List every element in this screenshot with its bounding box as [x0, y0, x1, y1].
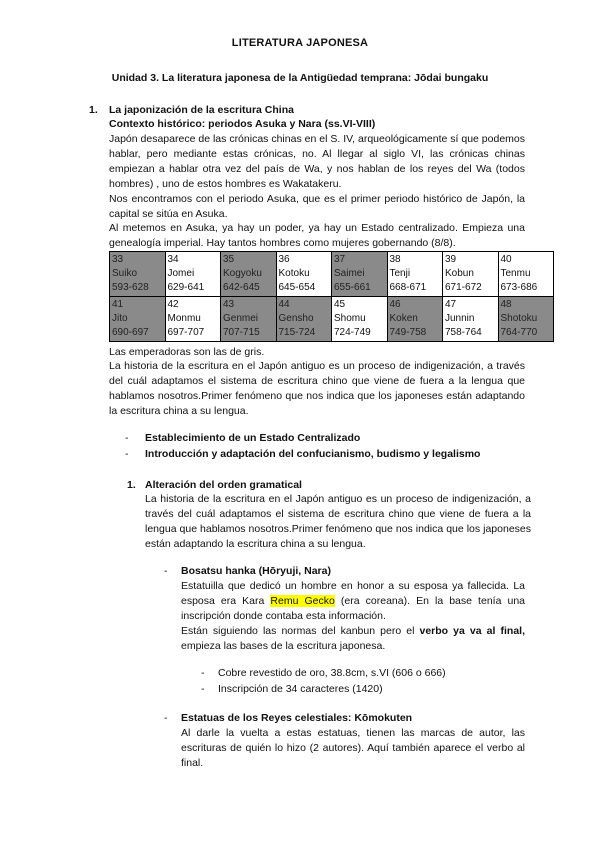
bosatsu-text-b: (era coreana). En la base tenía una inscripción donde contaba esta información.: [181, 595, 525, 622]
estatuas-title: Estatuas de los Reyes celestiales: Kōmokuten: [181, 712, 413, 724]
emperor-years: 593-628: [112, 282, 149, 293]
bold-verb-final: verbo ya va al final,: [419, 625, 525, 637]
emperor-name: Shotoku: [500, 313, 538, 324]
section-1-heading: [89, 104, 294, 116]
emperor-num: 46: [389, 299, 401, 310]
paragraph-indigenization: La historia de la escritura en el Japón antiguo es un proceso de indigenización, a través del cuál adaptamos el sistema de escritura chino que viene de fuera a la lengua que hablamos nosotros.Primer fenómeno que nos indica que los japoneses están adaptando la escritura china a su lengua.: [109, 360, 525, 417]
emperor-years: 707-715: [223, 327, 260, 338]
bosatsu-text-a: Estatuilla que dedicó un hombre en honor a su esposa ya fallecida. La esposa era Kara: [181, 580, 525, 607]
emperor-name: Jito: [112, 313, 128, 324]
bullet-centralized-state: [125, 432, 360, 444]
empress-cell: [498, 297, 554, 342]
section-1-title: La japonización de la escritura China: [109, 104, 294, 116]
emperor-name: Tenji: [389, 268, 411, 279]
emperor-num: 39: [445, 254, 457, 265]
emperor-num: 36: [278, 254, 290, 265]
emperor-cell: [165, 252, 221, 297]
document-title: LITERATURA JAPONESA: [231, 37, 369, 49]
bullet-dash: -: [201, 667, 205, 679]
emperor-years: 655-661: [334, 282, 371, 293]
paragraph-estatuas: Al darle la vuelta a estas estatuas, tienen las marcas de autor, las escrituras de quién lo hizo (2 autores). Aquí también aparece el verbo al final.: [181, 727, 525, 769]
emperor-name: Kobun: [445, 268, 474, 279]
paragraph-centralized-state: Al metemos en Asuka, ya hay un poder, ya hay un Estado centralizado. Empieza una genealogía imperial. Hay tantos hombres como mujeres gobernando (8/8).: [109, 222, 525, 249]
emperor-name: Kogyoku: [223, 268, 262, 279]
emperor-num: 44: [278, 299, 290, 310]
bosatsu-item-inscription: [201, 683, 383, 695]
empress-cell: [110, 297, 166, 342]
emperor-name: Tenmu: [500, 268, 531, 279]
bullet-dash: -: [201, 683, 205, 695]
emperor-cell: [387, 252, 443, 297]
emperor-years: 645-654: [278, 282, 316, 293]
paragraph-grammar-order: La historia de la escritura en el Japón antiguo es un proceso de indigenización, a través del cuál adaptamos el sistema de escritura chino que viene de fuera a la lengua que hablamos nosotros.Primer fenómeno que nos indica que los japoneses están adaptando la escritura china a su lengua.: [145, 493, 531, 550]
emperor-years: 764-770: [500, 327, 538, 338]
emperor-num: 42: [167, 299, 179, 310]
empress-cell: [332, 252, 388, 297]
paragraph-bosatsu: [181, 579, 525, 654]
subsection-1-heading: [127, 479, 302, 491]
bosatsu-heading: [164, 565, 331, 577]
emperor-num: 37: [334, 254, 346, 265]
highlighted-name: Remu Gecko: [270, 595, 335, 607]
emperor-years: 749-758: [389, 327, 427, 338]
bosatsu-text-d: empieza las bases de la escritura japonesa.: [181, 640, 386, 652]
emperor-years: 724-749: [334, 327, 371, 338]
emperor-num: 38: [389, 254, 401, 265]
emperor-cell: [443, 252, 499, 297]
emperors-row: [110, 297, 554, 342]
emperor-years: 690-697: [112, 327, 149, 338]
empress-cell: [221, 297, 277, 342]
bullet-text: Establecimiento de un Estado Centralizado: [145, 432, 361, 444]
bullet-confucianism: [125, 448, 480, 460]
emperor-name: Genmei: [223, 313, 259, 324]
emperor-num: 47: [445, 299, 457, 310]
paragraph-empresses-note: Las emperadoras son las de gris.: [109, 346, 265, 358]
emperor-cell: [498, 252, 554, 297]
emperor-num: 34: [167, 254, 179, 265]
bullet-dash: -: [164, 565, 168, 577]
emperors-row: [110, 252, 554, 297]
bullet-text: Introducción y adaptación del confucianismo, budismo y legalismo: [145, 448, 481, 460]
emperor-num: 40: [500, 254, 512, 265]
empress-cell: [110, 252, 166, 297]
empress-cell: [221, 252, 277, 297]
emperor-years: 629-641: [167, 282, 205, 293]
emperor-years: 671-672: [445, 282, 482, 293]
subsection-1-title: Alteración del orden gramatical: [145, 479, 302, 491]
bosatsu-text-c: Están siguiendo las normas del kanbun pero el: [181, 625, 420, 637]
bullet-dash: -: [164, 712, 168, 724]
paragraph-asuka-period: Nos encontramos con el periodo Asuka, que es el primer periodo histórico de Japón, la capital se sitúa en Asuka.: [109, 193, 525, 220]
emperor-years: 758-764: [445, 327, 482, 338]
bullet-dash: -: [125, 448, 129, 460]
emperor-cell: [165, 297, 221, 342]
emperor-name: Gensho: [278, 313, 314, 324]
emperors-table: [109, 251, 554, 342]
bosatsu-item-material: [201, 667, 446, 679]
emperor-years: 697-707: [167, 327, 205, 338]
unit-heading: Unidad 3. La literatura japonesa de la Antigüedad temprana: Jōdai bungaku: [111, 72, 489, 84]
estatuas-heading: [164, 712, 412, 724]
emperor-num: 45: [334, 299, 346, 310]
emperor-cell: [276, 252, 332, 297]
section-1-number: 1.: [89, 104, 98, 116]
paragraph-wa-chronicles: Japón desaparece de las crónicas chinas en el S. IV, arqueológicamente sí que podemos hablar, pero mediante estas crónicas, no. Al llegar al siglo VI, las crónicas chinas empiezan a hablar otra vez del país de Wa, y nos hablan de los reyes del Wa (todos hombres) , uno de estos hombres es Wakatakeru.: [109, 133, 525, 190]
emperor-years: 668-671: [389, 282, 427, 293]
emperor-name: Koken: [389, 313, 418, 324]
subsection-1-number: 1.: [127, 479, 136, 491]
emperor-num: 33: [112, 254, 124, 265]
emperor-name: Saimei: [334, 268, 365, 279]
emperor-name: Shomu: [334, 313, 366, 324]
emperor-num: 41: [112, 299, 124, 310]
emperor-years: 715-724: [278, 327, 316, 338]
emperor-cell: [443, 297, 499, 342]
section-1-subheading: Contexto histórico: periodos Asuka y Nara (ss.VI-VIII): [109, 118, 376, 130]
emperor-name: Suiko: [112, 268, 138, 279]
emperor-num: 48: [500, 299, 512, 310]
emperor-name: Monmu: [167, 313, 201, 324]
bosatsu-title: Bosatsu hanka (Hōryuji, Nara): [181, 565, 331, 577]
bullet-dash: -: [125, 432, 129, 444]
emperor-num: 35: [223, 254, 235, 265]
emperor-years: 642-645: [223, 282, 260, 293]
empress-cell: [276, 297, 332, 342]
emperor-years: 673-686: [500, 282, 538, 293]
emperor-name: Jomei: [167, 268, 195, 279]
emperor-name: Kotoku: [278, 268, 310, 279]
emperor-num: 43: [223, 299, 235, 310]
item-text: Cobre revestido de oro, 38.8cm, s.VI (606 o 666): [218, 667, 446, 679]
emperor-cell: [332, 297, 388, 342]
item-text: Inscripción de 34 caracteres (1420): [218, 683, 383, 695]
emperor-name: Junnin: [445, 313, 475, 324]
empress-cell: [387, 297, 443, 342]
